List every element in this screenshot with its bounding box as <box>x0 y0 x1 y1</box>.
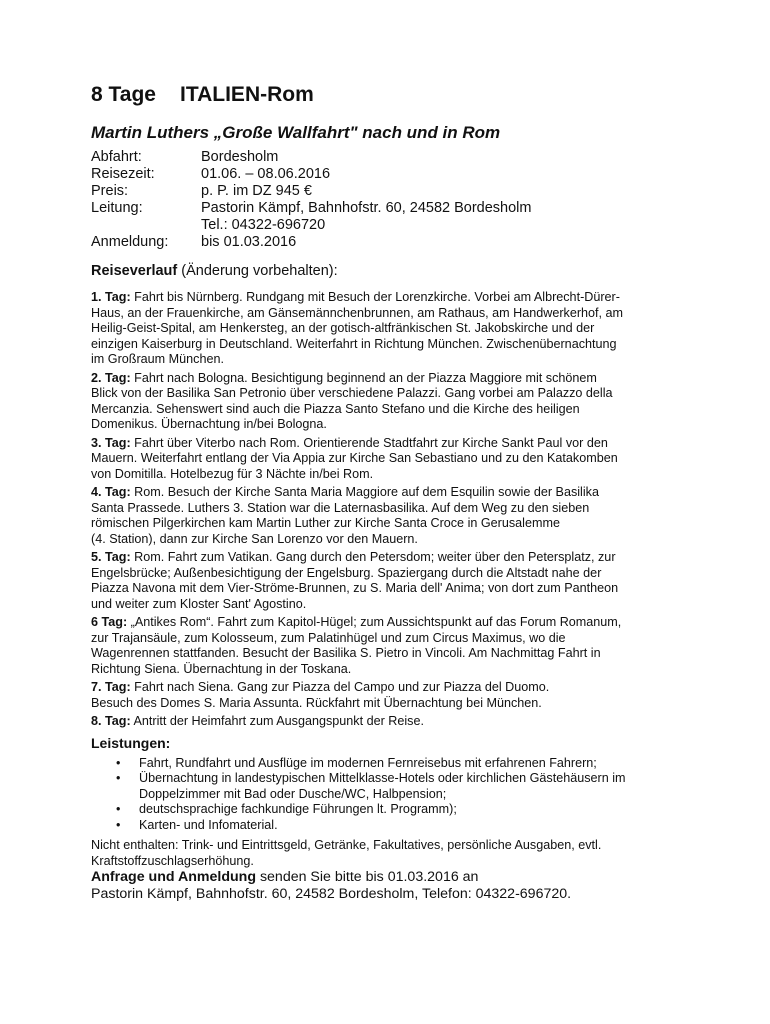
registration-rest: senden Sie bitte bis 01.03.2016 an <box>256 869 479 885</box>
page-subtitle: Martin Luthers „Große Wallfahrt" nach und in Rom <box>91 123 501 142</box>
title-days: 8 Tage <box>91 83 156 106</box>
day-text-line: und weiter zum Kloster Sant' Agostino. <box>91 596 307 611</box>
day-label: 7. Tag: <box>91 680 131 694</box>
info-label: Abfahrt: <box>91 149 142 165</box>
service-item-line: Fahrt, Rundfahrt und Ausflüge im modernen Fernreisebus mit erfahrenen Fahrern; <box>139 755 597 770</box>
day-text-line <box>91 714 711 730</box>
trip-info-table <box>91 149 711 251</box>
not-included-line: Kraftstoffzuschlagserhöhung. <box>91 853 254 868</box>
info-value: Tel.: 04322-696720 <box>201 217 326 233</box>
service-item-line: Doppelzimmer mit Bad oder Dusche/WC, Halbpension; <box>139 786 447 801</box>
service-item <box>91 771 711 802</box>
day-text-line: römischen Pilgerkirchen kam Martin Luther zur Kirche Santa Croce in Gerusalemme <box>91 516 560 530</box>
day-text-line: Wagenrennen stattfanden. Besucht der Basilika S. Pietro in Vincoli. Am Nachmittag Fahrt in <box>91 646 601 660</box>
registration-address: Pastorin Kämpf, Bahnhofstr. 60, 24582 Bordesholm, Telefon: 04322-696720. <box>91 886 572 902</box>
day-text-line: zur Trajansäule, zum Kolosseum, zum Palatinhügel und zum Circus Maximus, wo die <box>91 630 566 645</box>
day-text-line: Besuch des Domes S. Maria Assunta. Rückfahrt mit Übernachtung bei München. <box>91 695 542 710</box>
day-text-line: Heilig-Geist-Spital, am Henkersteg, an der gotisch-altfränkischen St. Jakobskirche und der <box>91 321 595 335</box>
registration-bold: Anfrage und Anmeldung <box>91 869 256 885</box>
day-label: 4. Tag: <box>91 485 131 499</box>
info-value: Pastorin Kämpf, Bahnhofstr. 60, 24582 Bordesholm <box>201 200 532 216</box>
day-text-line: Mercanzia. Sehenswert sind auch die Piazza Santo Stefano und die Kirche des heiligen <box>91 401 580 416</box>
service-item-line: deutschsprachige fachkundige Führungen lt. Programm); <box>139 802 457 816</box>
bullet-icon: • <box>116 771 121 785</box>
day-text-line: Blick von der Basilika San Petronio über verschiedene Palazzi. Gang vorbei am Palazzo della <box>91 386 613 400</box>
day-text-line <box>91 436 711 452</box>
info-value: p. P. im DZ 945 € <box>201 183 312 199</box>
services-heading: Leistungen: <box>91 734 171 751</box>
info-row <box>91 217 711 234</box>
day-text-line: Haus, an der Frauenkirche, am Gänsemännchenbrunnen, am Rathaus, am Handwerkerhof, am <box>91 305 624 320</box>
service-item <box>91 756 711 772</box>
document-page <box>91 82 711 903</box>
title-destination: ITALIEN-Rom <box>180 83 314 106</box>
day-text: Rom. Fahrt zum Vatikan. Gang durch den Petersdom; weiter über den Petersplatz, zur <box>134 550 616 564</box>
services-list <box>91 756 711 834</box>
itinerary-heading <box>91 262 711 280</box>
itinerary-day <box>91 436 711 483</box>
info-row <box>91 166 711 183</box>
day-label: 6 Tag: <box>91 615 128 629</box>
day-text-line: einzigen Kaiserburg in Deutschland. Weiterfahrt in Richtung München. Zwischenübernachtung <box>91 336 617 351</box>
info-label: Reisezeit: <box>91 166 155 182</box>
itinerary-heading-label: Reiseverlauf <box>91 263 178 279</box>
day-text: Fahrt bis Nürnberg. Rundgang mit Besuch der Lorenzkirche. Vorbei am Albrecht-Dürer- <box>134 290 620 304</box>
day-text-line <box>91 550 711 566</box>
service-item-line: Karten- und Infomaterial. <box>139 817 278 832</box>
day-text-line: Domenikus. Übernachtung in/bei Bologna. <box>91 417 327 431</box>
info-label: Leitung: <box>91 200 143 216</box>
day-text-line <box>91 371 711 387</box>
day-text-line <box>91 680 711 696</box>
info-row <box>91 200 711 217</box>
itinerary-day <box>91 485 711 547</box>
itinerary-days <box>91 290 711 730</box>
registration-line-1 <box>91 869 711 886</box>
day-text-line: im Großraum München. <box>91 352 224 366</box>
day-text-line <box>91 290 711 306</box>
day-label: 5. Tag: <box>91 550 131 564</box>
registration-info <box>91 869 711 903</box>
day-text-line: Engelsbrücke; Außenbesichtigung der Engelsburg. Spaziergang durch die Altstadt nahe der <box>91 565 602 580</box>
day-text-line: Piazza Navona mit dem Vier-Ströme-Brunnen, zu S. Maria dell' Anima; von dort zum Pantheon <box>91 581 619 595</box>
itinerary-day <box>91 371 711 433</box>
day-text-line: von Domitilla. Hotelbezug für 3 Nächte in/bei Rom. <box>91 466 374 481</box>
day-label: 8. Tag: <box>91 714 131 728</box>
itinerary-day <box>91 290 711 368</box>
info-value: bis 01.03.2016 <box>201 234 297 250</box>
itinerary-day <box>91 615 711 677</box>
page-title <box>91 82 711 108</box>
info-label: Preis: <box>91 183 129 199</box>
info-value: 01.06. – 08.06.2016 <box>201 166 331 182</box>
day-text: Fahrt nach Bologna. Besichtigung beginnend an der Piazza Maggiore mit schönem <box>134 370 597 385</box>
service-item <box>91 802 711 818</box>
day-text: Rom. Besuch der Kirche Santa Maria Maggiore auf dem Esquilin sowie der Basilika <box>134 485 599 499</box>
day-text: „Antikes Rom“. Fahrt zum Kapitol-Hügel; zum Aussichtspunkt auf das Forum Romanum, <box>130 615 622 629</box>
day-label: 3. Tag: <box>91 435 131 450</box>
not-included-text <box>91 838 711 869</box>
not-included-line: Nicht enthalten: Trink- und Eintrittsgeld, Getränke, Fakultatives, persönliche Ausgaben, evtl. <box>91 838 602 852</box>
itinerary-day <box>91 680 711 711</box>
day-text-line <box>91 485 711 501</box>
info-row <box>91 234 711 251</box>
bullet-icon: • <box>116 755 121 770</box>
info-value: Bordesholm <box>201 149 279 165</box>
info-row <box>91 149 711 166</box>
day-text: Fahrt nach Siena. Gang zur Piazza del Campo und zur Piazza del Duomo. <box>134 680 550 694</box>
day-label: 1. Tag: <box>91 290 131 304</box>
day-label: 2. Tag: <box>91 370 131 385</box>
day-text-line <box>91 615 711 631</box>
bullet-icon: • <box>116 817 121 832</box>
day-text-line: (4. Station), dann zur Kirche San Lorenzo vor den Mauern. <box>91 531 418 546</box>
service-item-line: Übernachtung in landestypischen Mittelklasse-Hotels oder kirchlichen Gästehäusern im <box>139 771 626 785</box>
day-text-line: Santa Prassede. Luthers 3. Station war die Laternasbasilika. Auf dem Weg zu den sieben <box>91 500 590 515</box>
bullet-icon: • <box>116 802 121 816</box>
day-text-line: Richtung Siena. Übernachtung in der Toskana. <box>91 661 352 676</box>
day-text-line: Mauern. Weiterfahrt entlang der Via Appia zur Kirche San Sebastiano und zu den Katakomben <box>91 451 618 465</box>
day-text: Antritt der Heimfahrt zum Ausgangspunkt der Reise. <box>133 714 424 728</box>
service-item <box>91 818 711 834</box>
info-label: Anmeldung: <box>91 234 169 250</box>
info-row <box>91 183 711 200</box>
itinerary-day <box>91 550 711 612</box>
itinerary-day <box>91 714 711 730</box>
day-text: Fahrt über Viterbo nach Rom. Orientierende Stadtfahrt zur Kirche Sankt Paul vor den <box>134 435 608 450</box>
itinerary-heading-note: (Änderung vorbehalten): <box>177 263 338 279</box>
info-label <box>91 217 201 234</box>
